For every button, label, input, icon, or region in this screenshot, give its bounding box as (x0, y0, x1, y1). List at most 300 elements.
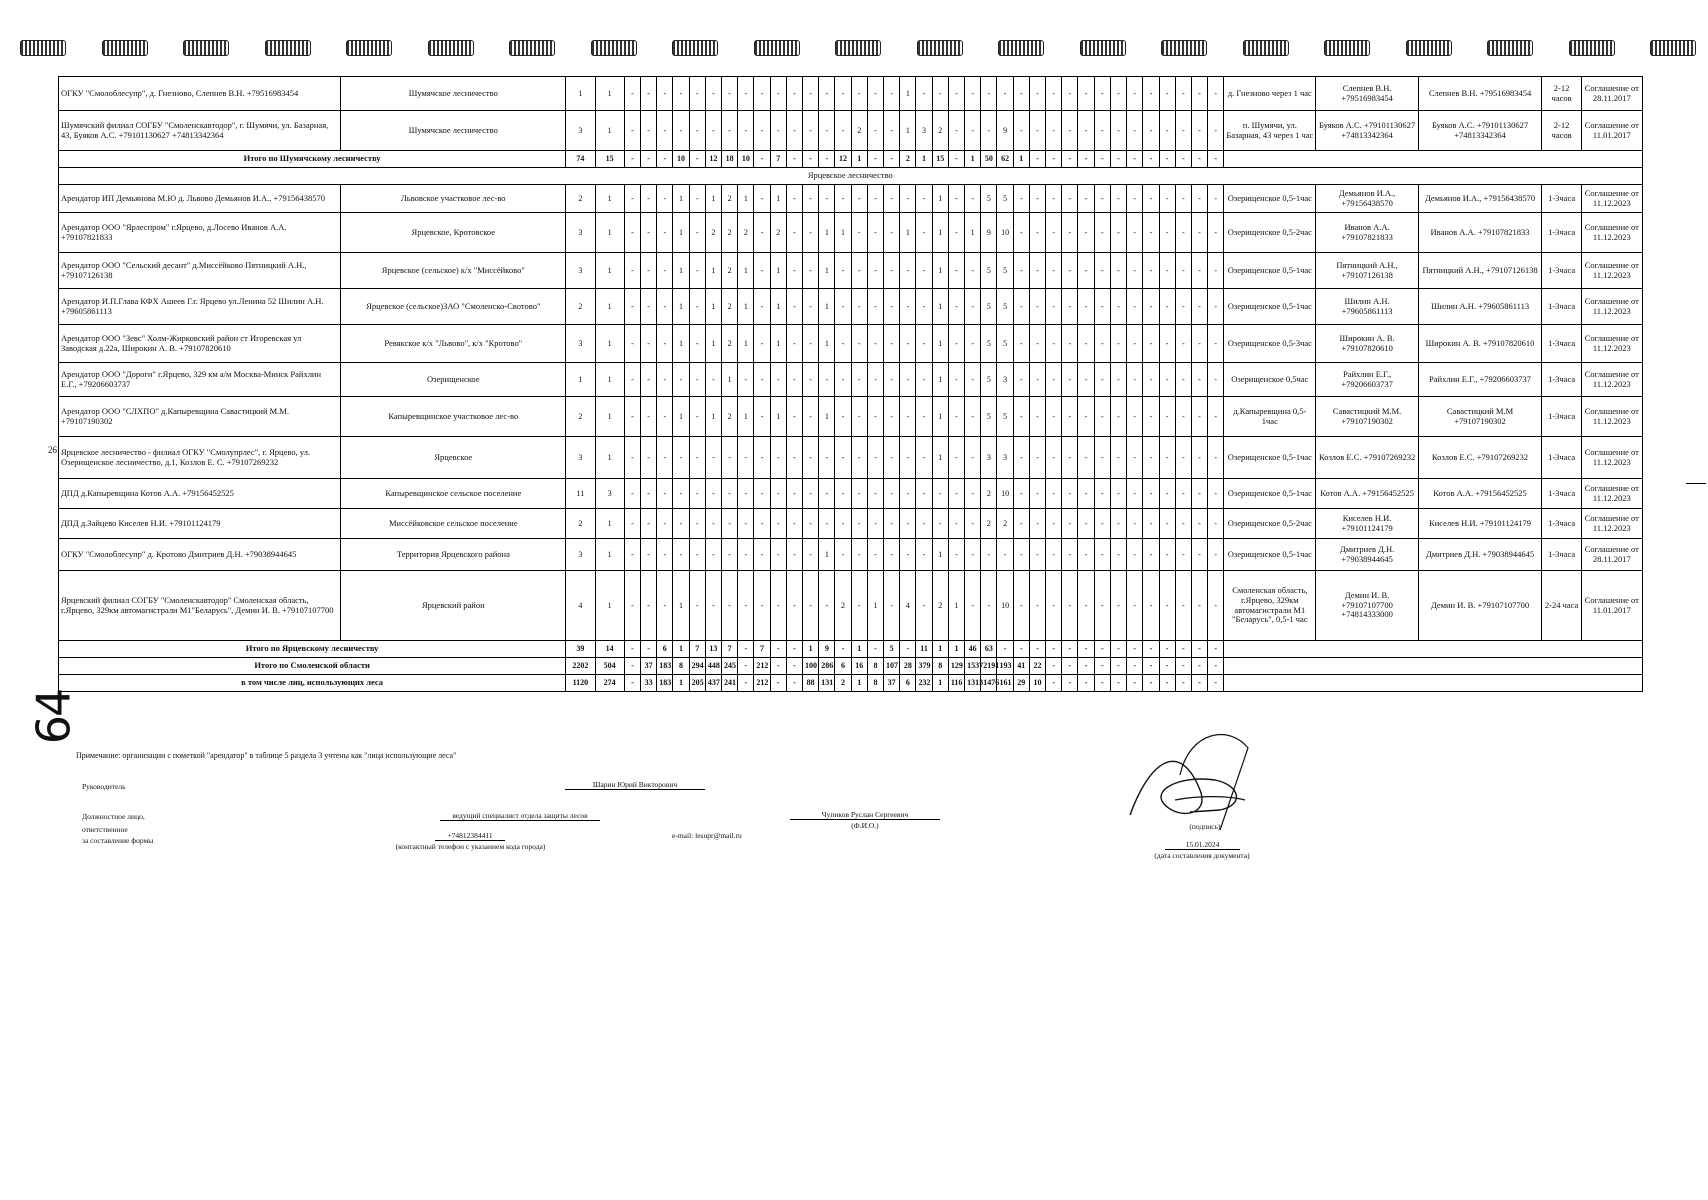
value-cell: 3 (916, 111, 932, 151)
area-cell: Капыревщинское участковое лес-во (341, 397, 566, 437)
value-cell: - (965, 571, 981, 641)
value-cell: - (819, 479, 835, 509)
binding-mark (1080, 40, 1126, 56)
value-cell: - (786, 437, 802, 479)
location-cell: Озерищенское 0,5-1час (1224, 539, 1316, 571)
total-value: 1 (932, 641, 948, 658)
count-cell: 1 (595, 363, 624, 397)
contact-cell: Демин И. В. +79107107700 +74814333000 (1316, 571, 1418, 641)
total-value: 183 (657, 658, 673, 675)
head-name: Шарин Юрий Викторович (565, 780, 705, 790)
value-cell: - (1110, 437, 1126, 479)
value-cell: - (1110, 111, 1126, 151)
total-value: - (819, 151, 835, 168)
total-value: - (1110, 641, 1126, 658)
value-cell: - (673, 539, 689, 571)
value-cell: - (1127, 77, 1143, 111)
value-cell: - (948, 77, 964, 111)
total-value: - (1143, 641, 1159, 658)
value-cell: - (1175, 185, 1191, 213)
value-cell: - (689, 185, 705, 213)
value-cell: - (803, 539, 819, 571)
value-cell: - (900, 253, 916, 289)
value-cell: 1 (819, 253, 835, 289)
value-cell: - (1143, 253, 1159, 289)
value-cell: - (657, 185, 673, 213)
value-cell: - (1208, 289, 1224, 325)
value-cell: - (722, 509, 738, 539)
value-cell: - (900, 185, 916, 213)
value-cell: 1 (673, 571, 689, 641)
value-cell: - (754, 539, 770, 571)
value-cell: - (835, 539, 851, 571)
value-cell: - (1094, 363, 1110, 397)
value-cell: - (705, 363, 721, 397)
binding-mark (1650, 40, 1696, 56)
value-cell: - (1029, 571, 1045, 641)
value-cell: - (1208, 437, 1224, 479)
count-cell: 2 (566, 509, 595, 539)
value-cell: - (965, 77, 981, 111)
sign-caption: (подпись) (1189, 822, 1221, 831)
resp-label-1: Должностное лицо, (82, 812, 145, 821)
value-cell: - (786, 509, 802, 539)
value-cell: - (705, 437, 721, 479)
value-cell: - (867, 253, 883, 289)
value-cell: - (803, 509, 819, 539)
value-cell: - (786, 325, 802, 363)
total-value: 232 (916, 675, 932, 692)
total-value: 1313 (965, 675, 981, 692)
value-cell: - (1062, 213, 1078, 253)
value-cell: - (754, 77, 770, 111)
value-cell: - (916, 571, 932, 641)
value-cell: - (1110, 397, 1126, 437)
value-cell: - (657, 213, 673, 253)
value-cell: - (641, 479, 657, 509)
value-cell: - (1046, 253, 1062, 289)
value-cell: - (1094, 111, 1110, 151)
value-cell: - (641, 213, 657, 253)
value-cell: - (1127, 185, 1143, 213)
value-cell: - (1127, 539, 1143, 571)
count-cell: 1 (595, 437, 624, 479)
value-cell: - (803, 77, 819, 111)
value-cell: - (803, 397, 819, 437)
value-cell: - (981, 77, 997, 111)
total-value: 274 (595, 675, 624, 692)
table-row (59, 213, 1643, 253)
org-cell: Арендатор ООО "Ярлеспром" г.Ярцево, д.Лосево Иванов А.А. +79107821833 (59, 213, 341, 253)
total-label: Итого по Смоленской области (59, 658, 566, 675)
total-value: 161 (997, 675, 1013, 692)
value-cell: - (722, 539, 738, 571)
org-cell: ОГКУ "Смолоблесупр" д. Кротово Дмитриев Д.Н. +79038944645 (59, 539, 341, 571)
value-cell: - (1159, 539, 1175, 571)
value-cell: - (932, 479, 948, 509)
value-cell: - (770, 77, 786, 111)
total-value: 9 (819, 641, 835, 658)
value-cell: - (900, 289, 916, 325)
value-cell: - (1062, 397, 1078, 437)
table-note: Примечание: организации с пометкой "арендатор" в таблице 5 раздела 3 учтены как "лица использующие леса" (76, 751, 457, 760)
value-cell: - (1208, 325, 1224, 363)
value-cell: - (1046, 539, 1062, 571)
value-cell: - (657, 325, 673, 363)
resp-label-3: за составление формы (82, 836, 154, 845)
value-cell: - (624, 539, 640, 571)
total-value: - (1159, 658, 1175, 675)
value-cell: - (884, 479, 900, 509)
count-cell: 1 (595, 571, 624, 641)
count-cell: 11 (566, 479, 595, 509)
value-cell: - (624, 363, 640, 397)
value-cell: 1 (819, 325, 835, 363)
total-value: 10 (673, 151, 689, 168)
value-cell: 1 (819, 289, 835, 325)
value-cell: - (948, 111, 964, 151)
agreement-cell: Соглашение от 11.01.2017 (1581, 111, 1642, 151)
value-cell: - (1029, 509, 1045, 539)
value-cell: - (965, 289, 981, 325)
value-cell: 1 (673, 289, 689, 325)
value-cell: - (641, 253, 657, 289)
contact-cell: Савастицкий М.М. +79107190302 (1316, 397, 1418, 437)
total-value: 16 (851, 658, 867, 675)
agreement-cell: Соглашение от 11.12.2023 (1581, 185, 1642, 213)
value-cell: - (1143, 325, 1159, 363)
count-cell: 2 (566, 185, 595, 213)
value-cell: - (884, 289, 900, 325)
total-value: 29 (1013, 675, 1029, 692)
value-cell: 2 (722, 213, 738, 253)
value-cell: 1 (932, 253, 948, 289)
value-cell: 1 (705, 325, 721, 363)
value-cell: - (786, 479, 802, 509)
value-cell: 2 (705, 213, 721, 253)
area-cell: Территория Ярцевского района (341, 539, 566, 571)
value-cell: - (1078, 397, 1094, 437)
value-cell: - (1159, 253, 1175, 289)
binding-holes (0, 30, 1708, 70)
value-cell: 1 (948, 571, 964, 641)
value-cell: - (657, 571, 673, 641)
location-cell: Озерищенское 0,5-1час (1224, 479, 1316, 509)
contact-cell: Киселев Н.И. +79101124179 (1316, 509, 1418, 539)
value-cell: - (965, 111, 981, 151)
total-value: - (754, 151, 770, 168)
value-cell: - (1143, 437, 1159, 479)
value-cell: - (1062, 185, 1078, 213)
value-cell: - (1175, 571, 1191, 641)
value-cell: - (1127, 437, 1143, 479)
value-cell: - (1175, 397, 1191, 437)
value-cell: - (819, 111, 835, 151)
value-cell: - (1062, 479, 1078, 509)
value-cell: - (689, 77, 705, 111)
value-cell: - (916, 437, 932, 479)
total-value: 10 (738, 151, 754, 168)
value-cell: - (689, 289, 705, 325)
date-caption: (дата составления документа) (1154, 851, 1250, 860)
value-cell: - (1013, 325, 1029, 363)
value-cell: - (900, 509, 916, 539)
area-cell: Миссёйковское сельское поселение (341, 509, 566, 539)
count-cell: 1 (566, 77, 595, 111)
total-value: - (1062, 151, 1078, 168)
value-cell: - (1127, 111, 1143, 151)
total-value: - (624, 641, 640, 658)
time-cell: 1-3часа (1542, 397, 1582, 437)
value-cell: - (819, 77, 835, 111)
value-cell: - (1094, 185, 1110, 213)
value-cell: - (1029, 289, 1045, 325)
value-cell: 2 (981, 479, 997, 509)
total-value: - (1046, 151, 1062, 168)
value-cell: - (965, 363, 981, 397)
total-value: 8 (673, 658, 689, 675)
value-cell: - (1094, 325, 1110, 363)
total-value: - (738, 675, 754, 692)
count-cell: 1 (595, 77, 624, 111)
value-cell: - (705, 539, 721, 571)
total-value: 10 (1029, 675, 1045, 692)
total-value: - (624, 658, 640, 675)
value-cell: - (1029, 479, 1045, 509)
contact2-cell: Демин И. В. +79107107700 (1418, 571, 1541, 641)
value-cell: 5 (981, 325, 997, 363)
total-row (59, 151, 1643, 168)
value-cell: - (754, 437, 770, 479)
value-cell: 1 (835, 213, 851, 253)
value-cell: - (770, 509, 786, 539)
value-cell: 1 (819, 397, 835, 437)
value-cell: 5 (981, 185, 997, 213)
total-value: - (1094, 658, 1110, 675)
total-value: 1 (673, 675, 689, 692)
value-cell: - (624, 325, 640, 363)
value-cell: 10 (997, 213, 1013, 253)
value-cell: - (851, 571, 867, 641)
value-cell: - (981, 111, 997, 151)
value-cell: 1 (867, 571, 883, 641)
total-value: - (1127, 151, 1143, 168)
binding-mark (835, 40, 881, 56)
value-cell: - (835, 479, 851, 509)
total-value: 37 (884, 675, 900, 692)
contact2-cell: Райхлин Е.Г., +79206603737 (1418, 363, 1541, 397)
table-row (59, 77, 1643, 111)
total-value: 39 (566, 641, 595, 658)
value-cell: - (657, 509, 673, 539)
total-value: - (1078, 641, 1094, 658)
count-cell: 2 (566, 289, 595, 325)
value-cell: - (867, 77, 883, 111)
value-cell: 2 (835, 571, 851, 641)
contact-cell: Демьянов И.А., +79156438570 (1316, 185, 1418, 213)
total-value: - (1143, 675, 1159, 692)
value-cell: - (1191, 77, 1207, 111)
value-cell: 5 (997, 253, 1013, 289)
count-cell: 1 (595, 111, 624, 151)
total-value: 6 (835, 658, 851, 675)
total-value: 46 (965, 641, 981, 658)
value-cell: - (1110, 539, 1126, 571)
value-cell: - (705, 509, 721, 539)
total-value: 1 (851, 641, 867, 658)
total-value: 2 (835, 675, 851, 692)
value-cell: - (884, 363, 900, 397)
total-value: - (1029, 151, 1045, 168)
value-cell: - (1078, 509, 1094, 539)
total-value: - (948, 151, 964, 168)
value-cell: - (1159, 289, 1175, 325)
value-cell: - (1078, 77, 1094, 111)
value-cell: - (1110, 289, 1126, 325)
value-cell: - (786, 571, 802, 641)
binding-mark (917, 40, 963, 56)
value-cell: 1 (673, 253, 689, 289)
count-cell: 3 (566, 539, 595, 571)
value-cell: - (803, 111, 819, 151)
total-value: 2202 (566, 658, 595, 675)
value-cell: - (1143, 111, 1159, 151)
value-cell: 1 (932, 185, 948, 213)
table-row (59, 509, 1643, 539)
total-value: - (1029, 641, 1045, 658)
total-value: 63 (981, 641, 997, 658)
value-cell: - (1191, 289, 1207, 325)
value-cell: - (754, 325, 770, 363)
value-cell: - (948, 539, 964, 571)
area-cell: Ярцевский район (341, 571, 566, 641)
total-value: 212 (754, 675, 770, 692)
value-cell: - (1046, 213, 1062, 253)
total-value: 28 (900, 658, 916, 675)
value-cell: - (851, 437, 867, 479)
value-cell: - (900, 397, 916, 437)
value-cell: - (835, 253, 851, 289)
value-cell: - (770, 539, 786, 571)
value-cell: - (1191, 509, 1207, 539)
value-cell: - (916, 539, 932, 571)
value-cell: 2 (722, 397, 738, 437)
total-value: 212 (754, 658, 770, 675)
count-cell: 3 (566, 253, 595, 289)
value-cell: - (1208, 397, 1224, 437)
value-cell: - (1094, 479, 1110, 509)
org-cell: Ярцевский филиал СОГБУ "Смоленскавтодор" Смоленская область, г.Ярцево, 329км автомагистрали М1"Беларусь", Демин И. В. +79107107700 (59, 571, 341, 641)
total-value: - (1143, 658, 1159, 675)
value-cell: - (916, 397, 932, 437)
value-cell: - (689, 397, 705, 437)
value-cell: - (657, 437, 673, 479)
value-cell: - (884, 437, 900, 479)
value-cell: - (738, 111, 754, 151)
total-value: - (786, 658, 802, 675)
value-cell: - (1143, 539, 1159, 571)
value-cell: - (786, 111, 802, 151)
value-cell: - (1078, 363, 1094, 397)
total-value: - (884, 151, 900, 168)
value-cell: 1 (932, 289, 948, 325)
value-cell: - (1078, 479, 1094, 509)
value-cell: - (1191, 213, 1207, 253)
value-cell: - (624, 253, 640, 289)
total-value: - (1110, 675, 1126, 692)
value-cell: - (641, 397, 657, 437)
value-cell: - (1191, 111, 1207, 151)
value-cell: - (1191, 437, 1207, 479)
value-cell: - (770, 111, 786, 151)
value-cell: - (641, 363, 657, 397)
value-cell: - (1062, 111, 1078, 151)
value-cell: 1 (932, 437, 948, 479)
value-cell: - (738, 437, 754, 479)
time-cell: 1-3часа (1542, 437, 1582, 479)
value-cell: - (1062, 437, 1078, 479)
total-value: - (1078, 658, 1094, 675)
value-cell: - (705, 571, 721, 641)
value-cell: - (1191, 539, 1207, 571)
value-cell: - (884, 397, 900, 437)
total-label: Итого по Шумячскому лесничеству (59, 151, 566, 168)
value-cell: - (1191, 363, 1207, 397)
value-cell: - (1062, 325, 1078, 363)
binding-mark (428, 40, 474, 56)
value-cell: - (1078, 213, 1094, 253)
agreement-cell: Соглашение от 11.12.2023 (1581, 479, 1642, 509)
value-cell: 10 (997, 571, 1013, 641)
binding-mark (591, 40, 637, 56)
agreement-cell: Соглашение от 11.12.2023 (1581, 397, 1642, 437)
count-cell: 1 (595, 325, 624, 363)
location-cell: д.Капыревщина 0,5-1час (1224, 397, 1316, 437)
value-cell: - (948, 289, 964, 325)
total-value: - (738, 658, 754, 675)
count-cell: 1 (595, 253, 624, 289)
value-cell: - (867, 111, 883, 151)
value-cell: - (851, 363, 867, 397)
value-cell: - (1143, 571, 1159, 641)
value-cell: - (981, 539, 997, 571)
contact2-cell: Буяков А.С. +79101130627 +74813342364 (1418, 111, 1541, 151)
value-cell: - (754, 253, 770, 289)
total-value: 294 (689, 658, 705, 675)
value-cell: - (1029, 397, 1045, 437)
value-cell: - (916, 253, 932, 289)
value-cell: - (754, 111, 770, 151)
value-cell: - (1175, 363, 1191, 397)
value-cell: - (722, 77, 738, 111)
value-cell: - (1143, 397, 1159, 437)
value-cell: - (1110, 509, 1126, 539)
value-cell: - (1143, 363, 1159, 397)
value-cell: - (965, 397, 981, 437)
total-value: 1476 (981, 675, 997, 692)
value-cell: - (1094, 437, 1110, 479)
value-cell: - (1029, 111, 1045, 151)
value-cell: - (624, 213, 640, 253)
value-cell: - (641, 77, 657, 111)
total-value: - (1191, 641, 1207, 658)
value-cell: - (1013, 213, 1029, 253)
value-cell: - (1175, 253, 1191, 289)
contact2-cell: Демьянов И.А., +79156438570 (1418, 185, 1541, 213)
value-cell: - (1110, 571, 1126, 641)
value-cell: 1 (900, 77, 916, 111)
value-cell: - (916, 185, 932, 213)
